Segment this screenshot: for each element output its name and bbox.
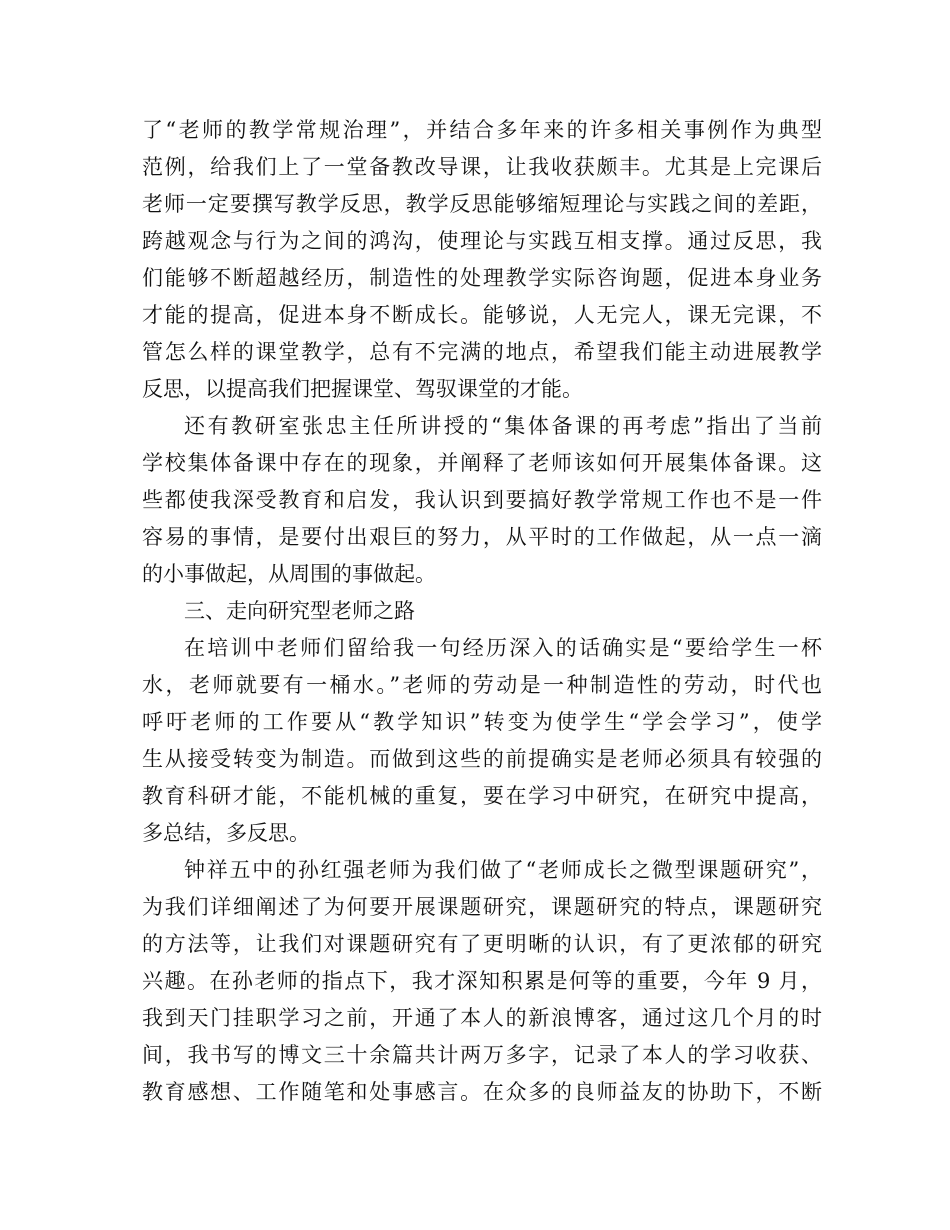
body-line: 兴趣。在孙老师的指点下，我才深知积累是何等的重要，今年 9 月， — [142, 969, 822, 993]
body-line: 们能够不断超越经历，制造性的处理教学实际咨询题，促进本身业务 — [142, 266, 822, 290]
body-line: 了“老师的教学常规治理”，并结合多年来的许多相关事例作为典型 — [142, 118, 822, 142]
paragraph-end-line: 多总结，多反思。 — [142, 821, 310, 845]
body-line: 间，我书写的博文三十余篇共计两万多字，记录了本人的学习收获、 — [142, 1043, 822, 1067]
body-line: 我到天门挂职学习之前，开通了本人的新浪博客，通过这几个月的时 — [142, 1006, 822, 1030]
body-line: 老师一定要撰写教学反思，教学反思能够缩短理论与实践之间的差距， — [142, 192, 822, 216]
body-line: 学校集体备课中存在的现象，并阐释了老师该如何开展集体备课。这 — [142, 451, 822, 475]
body-line: 些都使我深受教育和启发，我认识到要搞好教学常规工作也不是一件 — [142, 488, 822, 512]
paragraph-first-line: 还有教研室张忠主任所讲授的“集体备课的再考虑”指出了当前 — [184, 414, 822, 438]
body-line: 才能的提高，促进本身不断成长。能够说，人无完人，课无完课，不 — [142, 303, 822, 327]
body-line: 生从接受转变为制造。而做到这些的前提确实是老师必须具有较强的 — [142, 747, 822, 771]
body-line: 管怎么样的课堂教学，总有不完满的地点，希望我们能主动进展教学 — [142, 340, 822, 364]
body-line: 教育科研才能，不能机械的重复，要在学习中研究，在研究中提高， — [142, 784, 822, 808]
document-body — [142, 112, 822, 1111]
section-heading: 三、走向研究型老师之路 — [184, 599, 415, 623]
body-line: 水，老师就要有一桶水。”老师的劳动是一种制造性的劳动，时代也 — [142, 673, 822, 697]
body-line: 教育感想、工作随笔和处事感言。在众多的良师益友的协助下，不断 — [142, 1080, 822, 1104]
paragraph-end-line: 反思，以提高我们把握课堂、驾驭课堂的才能。 — [142, 377, 583, 401]
body-line: 范例，给我们上了一堂备教改导课，让我收获颇丰。尤其是上完课后 — [142, 155, 822, 179]
body-line: 呼吁老师的工作要从“教学知识”转变为使学生“学会学习”，使学 — [142, 710, 822, 734]
paragraph-first-line: 在培训中老师们留给我一句经历深入的话确实是“要给学生一杯 — [184, 636, 822, 660]
paragraph-first-line: 钟祥五中的孙红强老师为我们做了“老师成长之微型课题研究”， — [184, 858, 822, 882]
paragraph-end-line: 的小事做起，从周围的事做起。 — [142, 562, 436, 586]
body-line: 跨越观念与行为之间的鸿沟，使理论与实践互相支撑。通过反思，我 — [142, 229, 822, 253]
body-line: 的方法等，让我们对课题研究有了更明晰的认识，有了更浓郁的研究 — [142, 932, 822, 956]
body-line: 为我们详细阐述了为何要开展课题研究，课题研究的特点，课题研究 — [142, 895, 822, 919]
body-line: 容易的事情，是要付出艰巨的努力，从平时的工作做起，从一点一滴 — [142, 525, 822, 549]
